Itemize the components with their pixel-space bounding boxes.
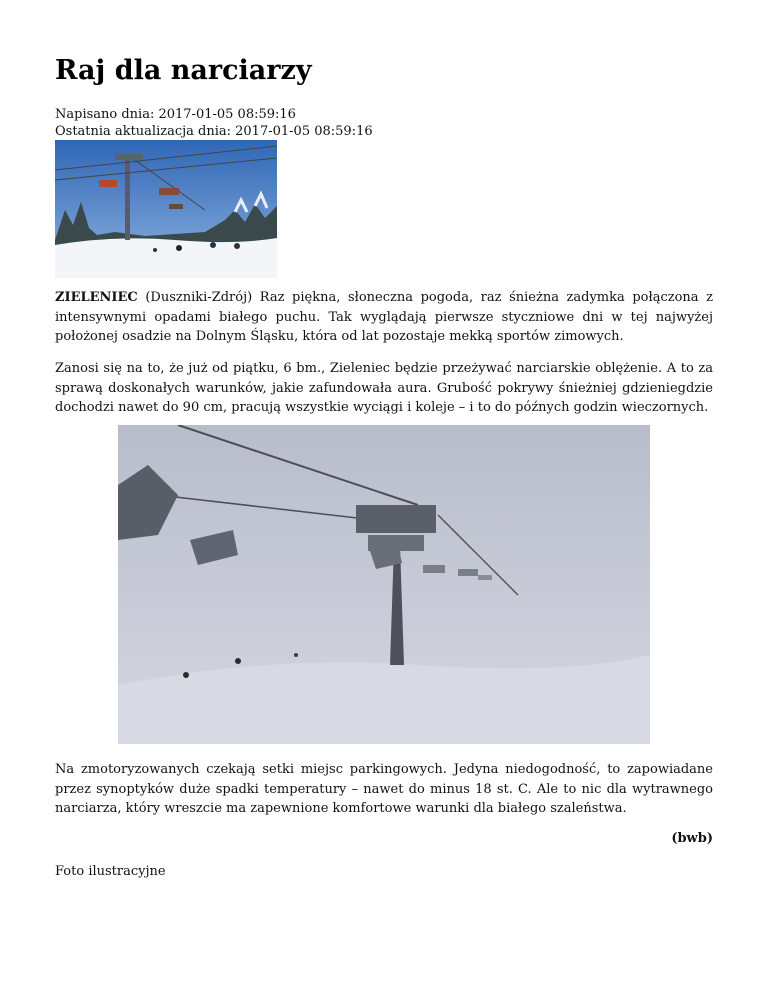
paragraph-2: Zanosi się na to, że już od piątku, 6 bm., Zieleniec będzie przeżywać narciarskie oblężenie. A to za sprawą doskonałych warunków, jakie zafundowała aura. Grubość pokrywy śnieżniej gdzieniegdzie dochodzi nawet do 90 cm, pracują wszystkie wyciągi i koleje – i to do późnych godzin wieczornych. [55,361,713,415]
ski-lift-sunny-photo [55,140,277,278]
written-date: Napisano dnia: 2017-01-05 08:59:16 [55,107,296,122]
paragraph-1 [55,288,713,347]
photo-note: Foto ilustracyjne [55,864,166,879]
ski-lift-foggy-photo [118,425,650,744]
paragraph-1-lead: ZIELENIEC [55,290,138,305]
article-meta [55,106,373,140]
paragraph-3: Na zmotoryzowanych czekają setki miejsc parkingowych. Jedyna niedogodność, to zapowiadane przez synoptyków duże spadki temperatury – nawet do minus 18 st. C. Ale to nic dla wytrawnego narciarza, który wreszcie ma zapewnione komfortowe warunki dla białego szaleństwa. [55,762,713,816]
paragraph-1-text: (Duszniki-Zdrój) Raz piękna, słoneczna pogoda, raz śnieżna zadymka połączona z intensywnymi opadami białego puchu. Tak wyglądają pierwsze styczniowe dni w tej najwyżej położonej osadzie na Dolnym Śląsku, która od lat pozostaje mekką sportów zimowych. [55,290,713,344]
article-title: Raj dla narciarzy [55,55,312,86]
updated-date: Ostatnia aktualizacja dnia: 2017-01-05 08:59:16 [55,124,373,139]
author-signature: (bwb) [671,831,713,846]
